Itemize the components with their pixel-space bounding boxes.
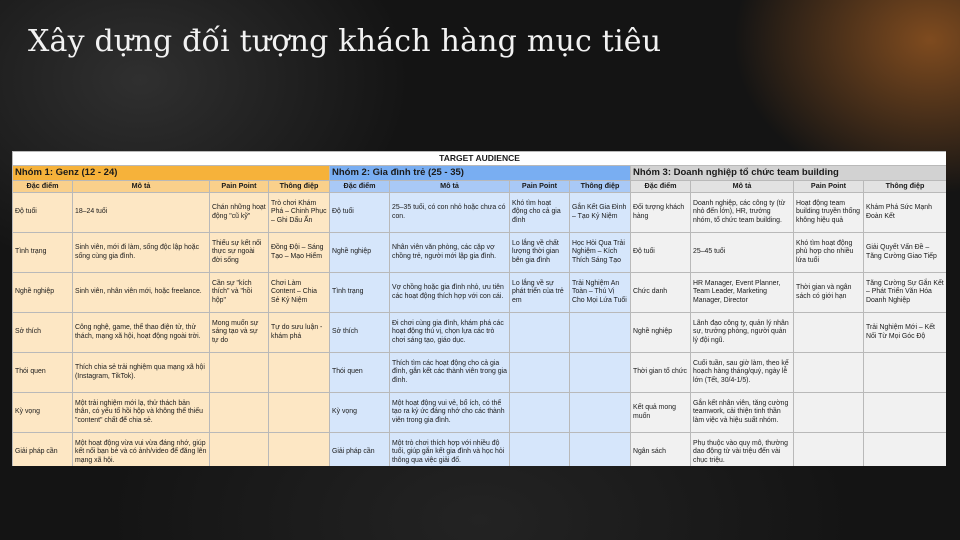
table-cell [794,313,864,353]
table-cell: Kết quả mong muốn [631,393,691,433]
table-row [13,433,947,467]
table-cell [794,433,864,467]
table-cell: Cuối tuần, sau giờ làm, theo kế hoạch hàng tháng/quý, ngày lễ lớn (Tết, 30/4-1/5). [691,353,794,393]
column-header: Thông điệp [570,181,631,193]
group-young-family-header: Nhóm 2: Gia đình trẻ (25 - 35) [330,166,631,181]
column-header: Đặc điểm [13,181,73,193]
group-business-header: Nhóm 3: Doanh nghiệp tổ chức team building [631,166,947,181]
table-body [13,193,947,467]
table-cell: 18–24 tuổi [73,193,210,233]
table-cell: Sinh viên, nhân viên mới, hoặc freelance. [73,273,210,313]
target-audience-table [12,151,946,466]
table-cell [570,433,631,467]
column-header: Pain Point [210,181,269,193]
table-cell [210,393,269,433]
table-cell: Ngân sách [631,433,691,467]
table-cell [269,433,330,467]
table-cell [269,353,330,393]
table-cell: Độ tuổi [330,193,390,233]
table-cell: Một hoạt động vui vẻ, bổ ích, có thể tạo ra kỷ ức đáng nhớ cho các thành viên trong gia đình. [390,393,510,433]
table-cell [864,353,947,393]
table-row [13,393,947,433]
table-cell: Đi chơi cùng gia đình, khám phá các hoạt động thú vị, chọn lựa các trò chơi sáng tạo, giáo dục. [390,313,510,353]
table-title: TARGET AUDIENCE [13,152,947,166]
table-cell [510,393,570,433]
column-header: Đặc điểm [330,181,390,193]
table-cell: Chơi Làm Content – Chia Sẻ Kỷ Niệm [269,273,330,313]
table-cell: Cần sự "kích thích" và "hồi hộp" [210,273,269,313]
table-cell: Thói quen [330,353,390,393]
table-cell: Nghề nghiệp [631,313,691,353]
table-cell: Thời gian và ngân sách có giới hạn [794,273,864,313]
column-header: Đặc điểm [631,181,691,193]
table-cell: Tình trạng [330,273,390,313]
table-cell: Gắn Kết Gia Đình – Tạo Kỷ Niệm [570,193,631,233]
table-cell: Đồng Đội – Sáng Tạo – Mạo Hiểm [269,233,330,273]
table-cell: Tăng Cường Sự Gắn Kết – Phát Triển Văn Hóa Doanh Nghiệp [864,273,947,313]
table-cell: Lo lắng về sự phát triển của trẻ em [510,273,570,313]
table-cell: Khám Phá Sức Mạnh Đoàn Kết [864,193,947,233]
table-cell: Giải pháp cần [330,433,390,467]
table-cell: Mong muốn sự sáng tạo và sự tự do [210,313,269,353]
table-cell: Độ tuổi [13,193,73,233]
table-cell: Học Hỏi Qua Trải Nghiệm – Kích Thích Sáng Tạo [570,233,631,273]
table-cell: Thích tìm các hoạt động cho cả gia đình, gắn kết các thành viên trong gia đình. [390,353,510,393]
table-cell [864,393,947,433]
table-cell: Tự do sưu luận - khám phá [269,313,330,353]
table-cell: Một trải nghiệm mới lạ, thử thách bản thân, có yếu tố hồi hộp và không thể thiếu "content" chất để chia sẻ. [73,393,210,433]
table-cell [510,353,570,393]
table-cell [210,353,269,393]
table-cell: Một hoạt động vừa vui vừa đáng nhớ, giúp kết nối bạn bè và có ảnh/video để đăng lên mạng xã hội. [73,433,210,467]
table-cell: Trải Nghiệm Mới – Kết Nối Từ Mọi Góc Độ [864,313,947,353]
table-cell: Đối tượng khách hàng [631,193,691,233]
table-cell: Vợ chồng hoặc gia đình nhỏ, ưu tiên các hoạt động thích hợp với con cái. [390,273,510,313]
table-cell [570,353,631,393]
column-header: Mô tả [390,181,510,193]
slide-title: Xây dựng đối tượng khách hàng mục tiêu [28,24,662,59]
column-header: Thông điệp [269,181,330,193]
table-cell: Sở thích [13,313,73,353]
column-header: Pain Point [794,181,864,193]
table-cell: Phụ thuộc vào quy mô, thường dao động từ vài triệu đến vài chục triệu. [691,433,794,467]
column-header: Mô tả [691,181,794,193]
table-cell: Nghề nghiệp [13,273,73,313]
table-cell [794,393,864,433]
table-cell [510,433,570,467]
table-row [13,313,947,353]
column-header: Mô tả [73,181,210,193]
table-cell: Thói quen [13,353,73,393]
column-header: Pain Point [510,181,570,193]
table-cell: Độ tuổi [631,233,691,273]
table-cell: HR Manager, Event Planner, Team Leader, Marketing Manager, Director [691,273,794,313]
table-cell: Khó tìm hoạt động phù hợp cho nhiều lứa tuổi [794,233,864,273]
table-cell: Kỳ vọng [13,393,73,433]
table-cell: Kỳ vọng [330,393,390,433]
table-cell: Một trò chơi thích hợp với nhiều độ tuổi, giúp gắn kết gia đình và học hỏi thông qua việc giải đố. [390,433,510,467]
table-cell [210,433,269,467]
table-cell: Giải Quyết Vấn Đề – Tăng Cường Giao Tiếp [864,233,947,273]
table-cell: Chán những hoạt động "cũ kỹ" [210,193,269,233]
table-cell [570,393,631,433]
table-cell: Nghề nghiệp [330,233,390,273]
table-cell: Lo lắng về chất lượng thời gian bên gia đình [510,233,570,273]
table-row [13,193,947,233]
table-cell: Trò chơi Khám Phá – Chinh Phục – Ghi Dấu Ấn [269,193,330,233]
table-cell [794,353,864,393]
table-cell: Lãnh đạo công ty, quản lý nhân sự, trưởng phòng, người quản lý đội ngũ. [691,313,794,353]
table-cell: Doanh nghiệp, các công ty (từ nhỏ đến lớn), HR, trưởng nhóm, tổ chức team building. [691,193,794,233]
group-genz-header: Nhóm 1: Genz (12 - 24) [13,166,330,181]
table-cell [570,313,631,353]
column-header: Thông điệp [864,181,947,193]
table-cell [510,313,570,353]
table-cell: Khó tìm hoạt động cho cả gia đình [510,193,570,233]
target-audience-table-image [12,151,946,466]
table-cell [864,433,947,467]
table-cell [269,393,330,433]
table-cell: Nhân viên văn phòng, các cặp vợ chồng trẻ, người mới lập gia đình. [390,233,510,273]
table-cell: 25–35 tuổi, có con nhỏ hoặc chưa có con. [390,193,510,233]
table-cell: Sinh viên, mới đi làm, sống độc lập hoặc sống cùng gia đình. [73,233,210,273]
table-cell: Trải Nghiệm An Toàn – Thú Vị Cho Mọi Lứa Tuổi [570,273,631,313]
table-cell: Tình trạng [13,233,73,273]
table-cell: Gắn kết nhân viên, tăng cường teamwork, cải thiện tinh thần làm việc và hiệu suất nhóm. [691,393,794,433]
table-cell: Thời gian tổ chức [631,353,691,393]
table-row [13,353,947,393]
table-cell: Giải pháp cần [13,433,73,467]
table-cell: Hoạt động team building truyền thống không hiệu quả [794,193,864,233]
table-cell: Thiếu sự kết nối thực sự ngoài đời sống [210,233,269,273]
table-cell: Sở thích [330,313,390,353]
table-cell: Công nghệ, game, thể thao điện tử, thử thách, mạng xã hội, hoạt động ngoài trời. [73,313,210,353]
table-row [13,233,947,273]
table-cell: Thích chia sẻ trải nghiệm qua mạng xã hội (Instagram, TikTok). [73,353,210,393]
table-cell: Chức danh [631,273,691,313]
table-cell: 25–45 tuổi [691,233,794,273]
table-row [13,273,947,313]
